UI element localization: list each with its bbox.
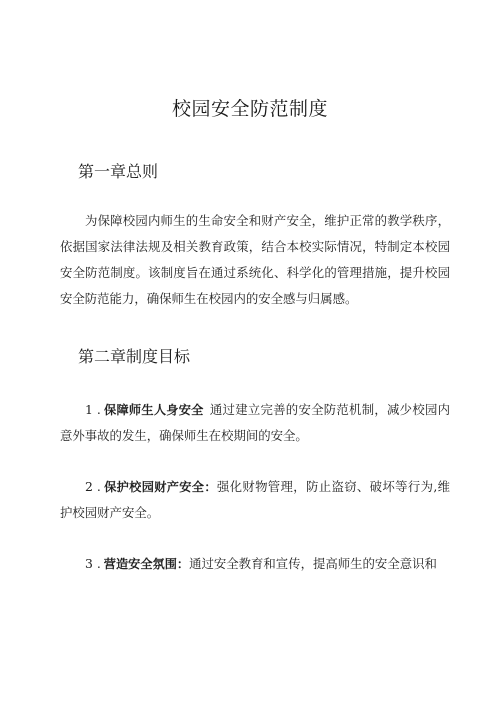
chapter-1-paragraph: 为保障校园内师生的生命安全和财产安全，维护正常的教学秩序，依据国家法律法规及相关教育政策，结合本校实际情况，特制定本校园安全防范制度。该制度旨在通过系统化、科学化的管理措施，提升校园安全防范能力，确保师生在校园内的安全感与归属感。	[60, 213, 450, 306]
goal-item-heading: 保障师生人身安全	[103, 403, 204, 417]
goal-item-3	[60, 551, 450, 577]
goal-item-number: 2 .	[85, 479, 101, 494]
goal-item-text: 通过建立完善的安全防范机制，减少校园内意外事故的发生，确保师生在校期间的安全。	[60, 402, 451, 443]
goal-item-number: 1 .	[85, 402, 101, 417]
goal-item-1	[60, 397, 450, 449]
document-title: 校园安全防范制度	[171, 98, 328, 120]
chapter-1-heading: 第一章总则	[78, 162, 159, 181]
goal-item-heading: 保护校园财产安全：	[103, 480, 217, 494]
chapter-2-heading: 第二章制度目标	[78, 347, 191, 366]
goal-item-heading: 营造安全氛围：	[103, 557, 190, 571]
goal-item-number: 3 .	[85, 556, 101, 571]
goal-item-2	[60, 474, 450, 526]
goal-item-text: 强化财物管理，防止盗窃、破坏等行为,维护校园财产安全。	[60, 479, 450, 520]
goal-item-text: 通过安全教育和宣传，提高师生的安全意识和	[189, 556, 437, 571]
